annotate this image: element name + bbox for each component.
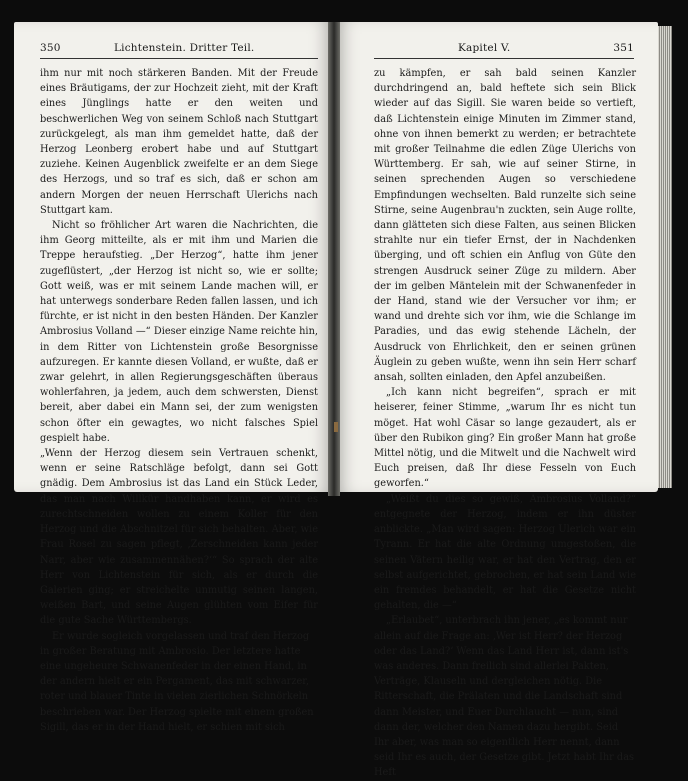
right-paragraph: „Erlaubet“, unterbrach ihn jener, „es kommt nur allein auf die Frage an: ‚Wer ist Herr? der Herzog oder das Land?‘ Wenn das Land Herr ist, dann ist's was anderes. Dann freilich sind allerlei Pakten, Verträge, Klauseln und dergleichen nötig. Die Ritterschaft, die Prälaten und die Landschaft sind dann Meister, und Euer Durchlaucht — nun, sind dann der, welcher den Namen dazu hergibt. Seid Ihr aber, was man so eigentlich Herr nennt, dann seid Ihr es auch, der Gesetze gibt. Jetzt habt Ihr das Heft (374, 615, 635, 779)
left-page (14, 22, 332, 733)
open-book (14, 22, 674, 779)
left-paragraph: ihm nur mit noch stärkeren Banden. Mit der Freude eines Bräutigams, der zur Hochzeit zieht, mit der Kraft eines Jünglings hatte er den weiten und beschwerlichen Weg von seinem Schloß nach Stuttgart zurückgelegt, als man ihm gemeldet hatte, daß der Herzog Leonberg erobert habe und auf Stuttgart zuziehe. Keinen Augenblick zweifelte er an dem Siege des Herzogs, und so traf es sich, daß er schon am andern Morgen der neuen Herrschaft Ulerichs nach Stuttgart kam. (40, 68, 318, 216)
left-paragraph: Er wurde sogleich vorgelassen und traf den Herzog in großer Beratung mit Ambrosio. Der letztere hatte eine ungeheure Schwanenfeder in der einen Hand, in der andern hielt er ein Pergament, das mit schwarzer, roter und blauer Tinte in vielen zierlichen Schnörkeln beschrieben war. Der Herzog spielte mit einem großen Sigill, das er in der Hand hielt, er schien mit sich (40, 630, 314, 733)
right-head-rule (374, 58, 634, 59)
right-paragraph: „Weißt du dies so gewiß, Ambrosius Volland?“ entgegnete der Herzog, indem er ihn düster anblickte. „Man wird sagen: Herzog Ulerich war ein Tyrann. Er hat die alte Ordnung umgestoßen, die seinen Vätern heilig war, er hat den Vertrag, den er selbst aufgerichtet, gebrochen, er hat sein Land wie ein fremdes behandelt, er hat die Gesetze nicht gehalten, die —“ (374, 493, 636, 612)
left-running-title: Lichtenstein. Dritter Teil. (114, 42, 255, 54)
right-page (336, 22, 658, 779)
left-paragraph: „Wenn der Herzog diesem sein Vertrauen schenkt, wenn er seine Ratschläge befolgt, dann sei Gott gnädig. Dem Ambrosius ist das Land ein Stück Leder, das man nach Willkür handhaben kann, er wird es zurechtschneiden wollen zu einem Koller für den Herzog und die Abschnitzel für sich behalten. Aber, wie Frau Rosel zu sagen pflegt, ‚Zerschneiden kann jeder Narr, aber wie zusammennähen?‘“ So sprach der alte Herr von Lichtenstein für sich, als er durch die Galerien ging; er streichelte unmutig seinen langen, weißen Bart, und seine Augen glühten vom Eifer für die gute Sache Württembergs. (40, 448, 318, 627)
left-page-number: 350 (40, 42, 61, 54)
right-page-number: 351 (613, 42, 634, 54)
right-paragraph: zu kämpfen, er sah bald seinen Kanzler durchdringend an, bald heftete sich sein Blick wieder auf das Sigill. Sie waren beide so vertieft, daß Lichtenstein einige Minuten im Zimmer stand, ohne von ihnen bemerkt zu werden; er betrachtete mit großer Teilnahme die edlen Züge Ulerichs von Württemberg. Er sah, wie auf seiner Stirne, in seinen sprechenden Augen so verschiedene Empfindungen wechselten. Bald runzelte sich seine Stirne, seine Augenbrau'n zuckten, sein Auge rollte, dann glätteten sich diese Falten, aus seinen Blicken strahlte nur ein tiefer Ernst, der in Nachdenken überging, und oft schien ein Anflug von Güte den strengen Ausdruck seiner Züge zu mildern. Aber der im gelben Mäntelein mit der Schwanenfeder in der Hand, stand wie der Versucher vor ihm; er wand und drehte sich vor ihm, wie die Schlange im Paradies, und das ewig stehende Lächeln, der Ausdruck von Ehrlichkeit, den er seinen grünen Äuglein zu geben wußte, wenn ihn sein Herr scharf ansah, sollten einladen, den Apfel anzubeißen. (374, 68, 636, 384)
right-running-title: Kapitel V. (458, 42, 511, 54)
bookmark-ribbon (334, 422, 338, 432)
right-page-text (374, 66, 636, 781)
left-head-rule (40, 58, 318, 59)
right-paragraph: „Ich kann nicht begreifen“, sprach er mit heiserer, feiner Stimme, „warum Ihr es nicht tun möget. Hat wohl Cäsar so lange gezaudert, als er über den Rubikon ging? Ein großer Mann hat große Mittel nötig, und die Mitwelt und die Nachwelt wird Euch preisen, daß Ihr diese Fesseln von Euch geworfen.“ (374, 387, 636, 490)
left-page-text (40, 66, 318, 735)
left-paragraph: Nicht so fröhlicher Art waren die Nachrichten, die ihm Georg mitteilte, als er mit ihm und Marien die Treppe heraufstieg. „Der Herzog“, hatte ihm jener zugeflüstert, „der Herzog ist nicht so, wie er sollte; Gott weiß, was er mit seinem Lande machen will, er hat unterwegs sonderbare Reden fallen lassen, und ich fürchte, er ist nicht in den besten Händen. Der Kanzler Ambrosius Volland —“ Dieser einzige Name reichte hin, in dem Ritter von Lichtenstein große Besorgnisse aufzuregen. Er kannte diesen Volland, er wußte, daß er zwar gelehrt, in allen Regierungsgeschäften überaus wohlerfahren, ja jedem, auch dem schwersten, Dienst bereit, aber dabei ein Mann sei, der zum wenigsten schon öfter ein gewagtes, wo nicht falsches Spiel gespielt habe. (40, 220, 318, 444)
page-edges (658, 26, 672, 488)
